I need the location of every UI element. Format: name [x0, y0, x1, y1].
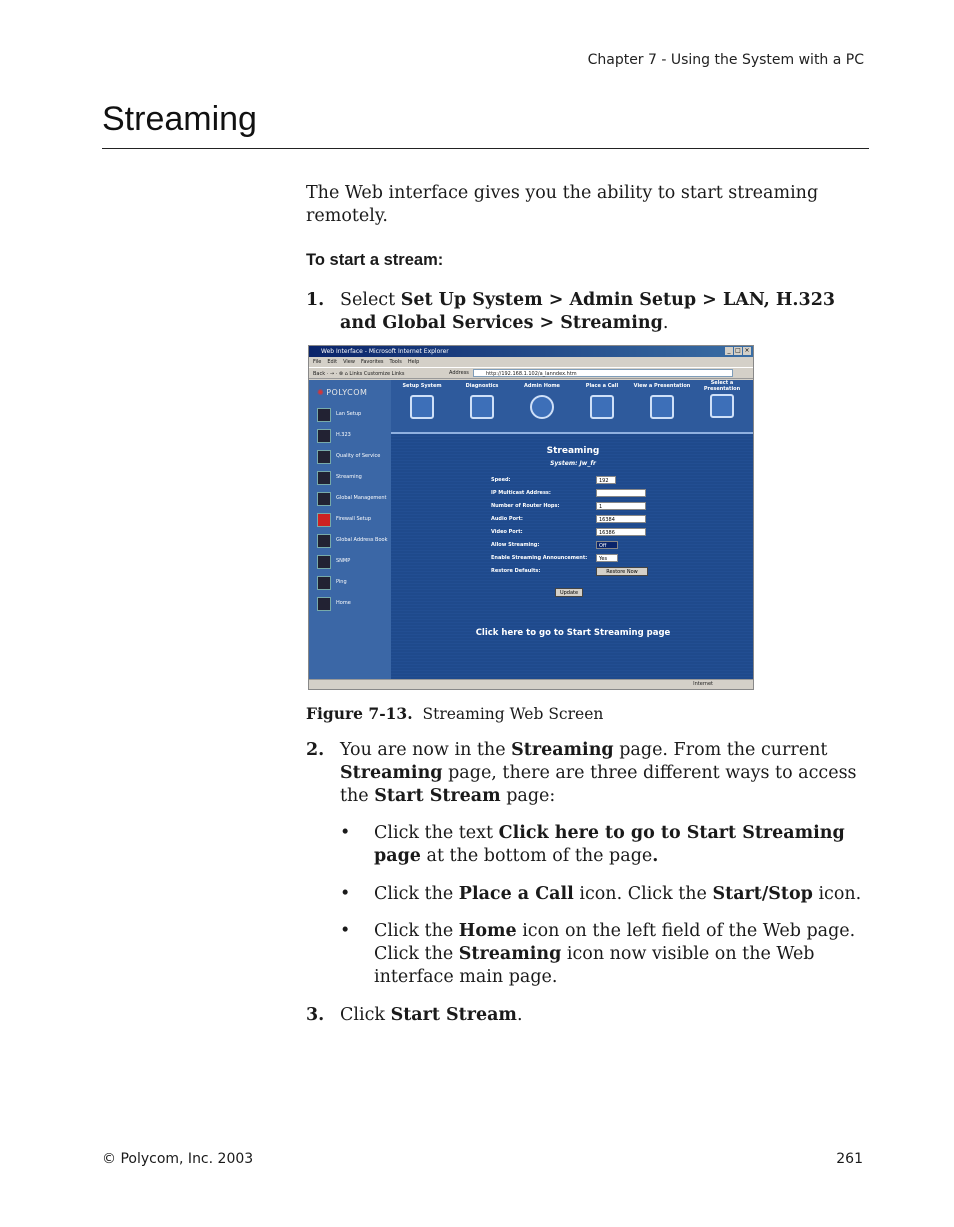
select-presentation-icon	[710, 394, 734, 418]
sidebar-item-quality-of-service[interactable]: Quality of Service	[317, 450, 389, 466]
bullet-item: • Click the Home icon on the left field of the Web page. Click the Streaming icon now visible on the Web interface main page.	[340, 921, 856, 987]
sidebar-item-streaming[interactable]: Streaming	[317, 471, 389, 487]
global-management-icon	[317, 492, 331, 506]
address-label: Address	[449, 370, 469, 376]
video-port-label: Video Port:	[491, 529, 523, 535]
streaming-announcement-select[interactable]: Yes	[596, 554, 618, 562]
nav-diagnostics[interactable]: Diagnostics	[453, 383, 511, 419]
streaming-page-title: Streaming	[546, 446, 600, 456]
router-hops-label: Number of Router Hops:	[491, 503, 560, 509]
copyright: © Polycom, Inc. 2003	[102, 1151, 254, 1167]
sidebar-item-snmp[interactable]: SNMP	[317, 555, 389, 571]
window-titlebar: Web Interface - Microsoft Internet Explorer	[309, 346, 753, 357]
page-number: 261	[836, 1151, 863, 1167]
menu-item[interactable]: Edit	[327, 359, 338, 365]
menu-item[interactable]: Tools	[389, 359, 402, 365]
lan-setup-icon	[317, 408, 331, 422]
nav-view-presentation[interactable]: View a Presentation	[633, 383, 691, 419]
ip-multicast-input[interactable]	[596, 489, 646, 497]
h323-icon	[317, 429, 331, 443]
polycom-logo-icon: ✺	[317, 388, 325, 397]
quality-of-service-icon	[317, 450, 331, 464]
sidebar-item-global-management[interactable]: Global Management	[317, 492, 389, 508]
minimize-icon[interactable]: _	[725, 347, 733, 355]
intro-paragraph: The Web interface gives you the ability to start streaming remotely.	[306, 183, 819, 226]
admin-sidebar	[309, 380, 391, 682]
audio-port-label: Audio Port:	[491, 516, 523, 522]
step-1	[306, 289, 868, 335]
streaming-icon	[317, 471, 331, 485]
streaming-settings-panel	[391, 434, 754, 682]
window-controls	[725, 347, 751, 355]
router-hops-input[interactable]: 1	[596, 502, 646, 510]
streaming-announcement-label: Enable Streaming Announcement:	[491, 555, 588, 561]
step-text: .	[662, 313, 669, 333]
figure-caption: Figure 7-13. Streaming Web Screen	[306, 704, 604, 723]
nav-place-a-call[interactable]: Place a Call	[573, 383, 631, 419]
sidebar-item-firewall-setup[interactable]: Firewall Setup	[317, 513, 389, 529]
restore-now-button[interactable]: Restore Now	[596, 567, 648, 576]
speed-select[interactable]: 192	[596, 476, 616, 484]
address-bar[interactable]: http://192.168.1.102/a_lanndex.htm	[473, 369, 733, 377]
procedure-heading: To start a stream:	[306, 251, 444, 269]
sidebar-item-lan-setup[interactable]: Lan Setup	[317, 408, 389, 424]
ip-multicast-label: IP Multicast Address:	[491, 490, 551, 496]
restore-defaults-label: Restore Defaults:	[491, 568, 541, 574]
menu-item[interactable]: Favorites	[360, 359, 384, 365]
sidebar-item-home[interactable]: Home	[317, 597, 389, 613]
bullet-icon: •	[340, 884, 351, 904]
bullet-icon: •	[340, 921, 351, 941]
step-number: 3.	[306, 1005, 325, 1025]
nav-admin-home[interactable]: Admin Home	[513, 383, 571, 419]
system-name: System: Jw_fr	[550, 460, 596, 467]
menu-path: Set Up System > Admin Setup > LAN, H.323 and Global Services > Streaming	[340, 290, 836, 333]
bullet-item: • Click the text Click here to go to Start Streaming page at the bottom of the page.	[340, 823, 845, 866]
nav-select-presentation[interactable]: Select a Presentation	[693, 380, 751, 418]
setup-system-icon	[410, 395, 434, 419]
admin-home-icon	[530, 395, 554, 419]
step-3: 3. Click Start Stream.	[306, 1005, 523, 1025]
sidebar-item-global-address-book[interactable]: Global Address Book	[317, 534, 389, 550]
web-content	[309, 380, 753, 682]
polycom-logo: ✺ POLYCOM	[317, 388, 368, 397]
place-a-call-icon	[590, 395, 614, 419]
top-navigation	[391, 380, 754, 434]
step-2: 2. You are now in the Streaming page. From the current Streaming page, there are three different ways to access the Start Stream page:	[306, 740, 857, 806]
page-title: Streaming	[102, 100, 257, 138]
start-streaming-link[interactable]: Click here to go to Start Streaming page	[475, 628, 671, 638]
menu-item[interactable]: View	[343, 359, 355, 365]
home-icon	[317, 597, 331, 611]
update-button[interactable]: Update	[555, 588, 583, 597]
close-icon[interactable]: ×	[744, 347, 750, 354]
sidebar-item-h323[interactable]: H.323	[317, 429, 389, 445]
bullet-item: • Click the Place a Call icon. Click the Start/Stop icon.	[340, 884, 862, 904]
diagnostics-icon	[470, 395, 494, 419]
menu-item[interactable]: Help	[407, 359, 420, 365]
streaming-web-screen-figure	[308, 345, 754, 690]
allow-streaming-select[interactable]: Off	[596, 541, 618, 549]
browser-menubar	[309, 357, 753, 367]
snmp-icon	[317, 555, 331, 569]
speed-label: Speed:	[491, 477, 511, 483]
global-address-book-icon	[317, 534, 331, 548]
running-head: Chapter 7 - Using the System with a PC	[587, 52, 864, 68]
ping-icon	[317, 576, 331, 590]
menu-item[interactable]: File	[313, 359, 322, 365]
step-text: Select	[340, 290, 401, 310]
bullet-icon: •	[340, 823, 351, 843]
maximize-icon[interactable]: □	[735, 347, 741, 354]
browser-toolbar[interactable]: Back · → · ⊗ ⌂ Links Customize Links	[309, 367, 753, 379]
internet-zone: Internet	[693, 681, 713, 687]
video-port-input[interactable]: 16386	[596, 528, 646, 536]
view-presentation-icon	[650, 395, 674, 419]
allow-streaming-label: Allow Streaming:	[491, 542, 540, 548]
firewall-icon	[317, 513, 331, 527]
audio-port-input[interactable]: 16384	[596, 515, 646, 523]
step-number: 2.	[306, 740, 325, 760]
browser-statusbar	[309, 679, 753, 689]
sidebar-item-ping[interactable]: Ping	[317, 576, 389, 592]
step-number: 1.	[306, 290, 325, 310]
nav-setup-system[interactable]: Setup System	[393, 383, 451, 419]
title-rule	[102, 148, 869, 149]
